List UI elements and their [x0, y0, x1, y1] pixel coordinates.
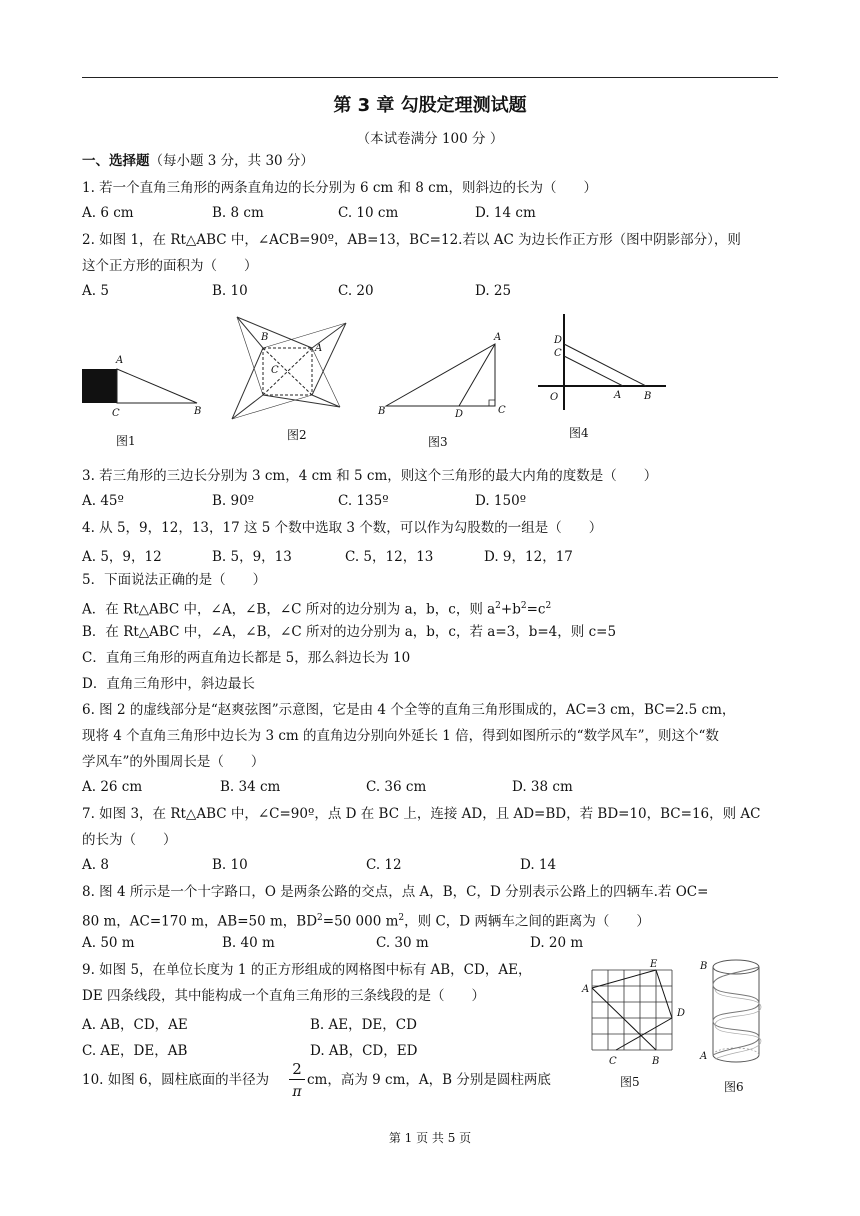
q1-option-d: D. 14 cm: [475, 205, 536, 221]
fig3-caption: 图3: [428, 435, 448, 449]
q8-stem-part: 80 m，AC=170 m，AB=50 m，BD: [82, 913, 318, 930]
fig4-label-d: D: [554, 335, 563, 346]
q1-stem: 1. 若一个直角三角形的两条直角边的长分别为 6 cm 和 8 cm，则斜边的长为（ ）: [82, 180, 598, 196]
page-title: 第 3 章 勾股定理测试题: [333, 95, 527, 116]
q6-stem-line3: 学风车”的外围周长是（ ）: [82, 754, 265, 770]
fig5-caption: 图5: [620, 1075, 640, 1089]
fig4-label-a: A: [614, 390, 622, 401]
q5-stem: 5．下面说法正确的是（ ）: [82, 572, 267, 588]
q5-option-b: B．在 Rt△ABC 中，∠A，∠B，∠C 所对的边分别为 a，b，c，若 a=3，b=4，则 c=5: [82, 624, 617, 640]
q1-option-c: C. 10 cm: [338, 205, 399, 221]
q5-a-text: A．在 Rt△ABC 中，∠A，∠B，∠C 所对的边分别为 a，b，c，则 a: [82, 601, 496, 618]
q9-option-a: A. AB，CD，AE: [82, 1017, 188, 1033]
fig6-label-b: B: [700, 961, 708, 972]
q5-option-a: [82, 597, 551, 619]
q2-stem-line1: 2. 如图 1，在 Rt△ABC 中，∠ACB=90º，AB=13，BC=12.若以 AC 为边长作正方形（图中阴影部分），则: [82, 232, 741, 248]
q3-option-a: A. 45º: [82, 493, 124, 509]
q9-stem-line1: 9. 如图 5，在单位长度为 1 的正方形组成的网格图中标有 AB，CD，AE，: [82, 962, 532, 978]
q8-option-a: A. 50 m: [82, 935, 135, 951]
fig3-label-c: C: [498, 405, 506, 416]
page-footer: 第 1 页 共 5 页: [388, 1131, 472, 1145]
figure-2: [228, 315, 353, 425]
q9-option-c: C. AE，DE，AB: [82, 1043, 188, 1059]
q6-option-c: C. 36 cm: [366, 779, 427, 795]
figure-3: [375, 328, 515, 420]
q4-stem: 4. 从 5，9，12，13，17 这 5 个数中选取 3 个数，可以作为勾股数的一组是（ ）: [82, 520, 603, 536]
q2-option-b: B. 10: [212, 283, 248, 299]
q7-option-a: A. 8: [82, 857, 109, 873]
fig1-label-a: A: [116, 355, 124, 366]
q5-a-sup: 2: [520, 601, 527, 611]
figure-6: [698, 955, 768, 1075]
fig5-label-e: E: [650, 959, 658, 970]
q10-pre: 10. 如图 6，圆柱底面的半径为: [82, 1072, 270, 1088]
section-title: 一、选择题: [82, 153, 150, 169]
q10-fraction-denominator: π: [292, 1084, 302, 1100]
fig1-caption: 图1: [116, 434, 136, 448]
q6-stem-line1: 6. 图 2 的虚线部分是“赵爽弦图”示意图，它是由 4 个全等的直角三角形围成的，AC=3 cm，BC=2.5 cm，: [82, 702, 736, 718]
q9-option-d: D. AB，CD，ED: [310, 1043, 418, 1059]
fig5-label-b: B: [652, 1056, 660, 1067]
q4-option-d: D. 9，12，17: [484, 549, 573, 565]
q2-option-a: A. 5: [82, 283, 109, 299]
q3-option-d: D. 150º: [475, 493, 527, 509]
fig3-label-b: B: [378, 406, 386, 417]
q2-stem-line2: 这个正方形的面积为（ ）: [82, 258, 258, 274]
q8-sup: 2: [317, 913, 323, 923]
q7-option-d: D. 14: [520, 857, 557, 873]
q6-option-b: B. 34 cm: [220, 779, 281, 795]
figure-1: [80, 345, 210, 420]
figure-5: [580, 958, 690, 1068]
q7-stem-line2: 的长为（ ）: [82, 832, 177, 848]
q1-option-a: A. 6 cm: [82, 205, 134, 221]
q3-option-c: C. 135º: [338, 493, 389, 509]
q8-sup: 2: [398, 913, 405, 923]
fig1-label-c: C: [112, 408, 120, 419]
q10-fraction-bar: [289, 1079, 305, 1080]
q5-a-sup: 2: [545, 601, 552, 611]
fig5-label-a: A: [582, 984, 590, 995]
q7-stem-line1: 7. 如图 3，在 Rt△ABC 中，∠C=90º，点 D 在 BC 上，连接 AD，且 AD=BD，若 BD=10，BC=16，则 AC: [82, 806, 761, 822]
q5-a-sup: 2: [495, 601, 501, 611]
q8-stem-part: =50 000 m: [322, 913, 399, 930]
fig2-label-c: C: [271, 365, 279, 376]
q4-option-b: B. 5，9，13: [212, 549, 292, 565]
q9-option-b: B. AE，DE，CD: [310, 1017, 417, 1033]
fig2-label-b: B: [261, 332, 269, 343]
q1-option-b: B. 8 cm: [212, 205, 264, 221]
fig3-label-d: D: [455, 409, 464, 420]
q5-option-c: C．直角三角形的两直角边长都是 5，那么斜边长为 10: [82, 650, 411, 666]
q10-fraction-numerator: 2: [292, 1060, 302, 1078]
fig5-label-c: C: [609, 1056, 617, 1067]
q4-option-a: A. 5，9，12: [82, 549, 162, 565]
q5-a-mid: +b: [500, 601, 521, 618]
q2-option-d: D. 25: [475, 283, 512, 299]
q6-option-d: D. 38 cm: [512, 779, 573, 795]
fig4-label-c: C: [554, 348, 562, 359]
q8-option-b: B. 40 m: [222, 935, 275, 951]
q8-option-d: D. 20 m: [530, 935, 584, 951]
fig2-caption: 图2: [287, 428, 307, 442]
header-rule: [82, 77, 778, 78]
q2-option-c: C. 20: [338, 283, 374, 299]
q6-option-a: A. 26 cm: [82, 779, 143, 795]
fig2-label-a: A: [315, 343, 323, 354]
figure-4: [538, 312, 668, 412]
section-heading: [82, 152, 314, 170]
q8-stem-line1: 8. 图 4 所示是一个十字路口，O 是两条公路的交点，点 A，B，C，D 分别表示公路上的四辆车.若 OC=: [82, 884, 709, 900]
fig1-label-b: B: [194, 406, 202, 417]
section-note: （每小题 3 分，共 30 分）: [149, 153, 314, 169]
q10-post: cm，高为 9 cm，A，B 分别是圆柱两底: [307, 1072, 551, 1088]
fig6-caption: 图6: [724, 1080, 744, 1094]
q6-stem-line2: 现将 4 个直角三角形中边长为 3 cm 的直角边分别向外延长 1 倍，得到如图所示的“数学风车”，则这个“数: [82, 728, 719, 744]
fig6-label-a: A: [700, 1051, 708, 1062]
q4-option-c: C. 5，12，13: [345, 549, 434, 565]
q8-option-c: C. 30 m: [376, 935, 429, 951]
shaded-square: [82, 369, 117, 403]
fig5-label-d: D: [677, 1008, 686, 1019]
q5-a-mid: =c: [526, 601, 546, 618]
q9-stem-line2: DE 四条线段，其中能构成一个直角三角形的三条线段的是（ ）: [82, 988, 485, 1004]
q7-option-c: C. 12: [366, 857, 402, 873]
fig3-label-a: A: [494, 332, 502, 343]
q5-option-d: D．直角三角形中，斜边最长: [82, 676, 255, 692]
q7-option-b: B. 10: [212, 857, 248, 873]
q8-stem-part: ，则 C，D 两辆车之间的距离为（ ）: [404, 913, 650, 930]
page-subtitle: （本试卷满分 100 分 ）: [356, 131, 504, 147]
q8-stem-line2: [82, 909, 650, 931]
q3-option-b: B. 90º: [212, 493, 255, 509]
fig4-caption: 图4: [569, 426, 589, 440]
q3-stem: 3. 若三角形的三边长分别为 3 cm，4 cm 和 5 cm，则这个三角形的最大内角的度数是（ ）: [82, 468, 658, 484]
fig4-label-b: B: [644, 391, 652, 402]
fig4-label-o: O: [550, 392, 559, 403]
